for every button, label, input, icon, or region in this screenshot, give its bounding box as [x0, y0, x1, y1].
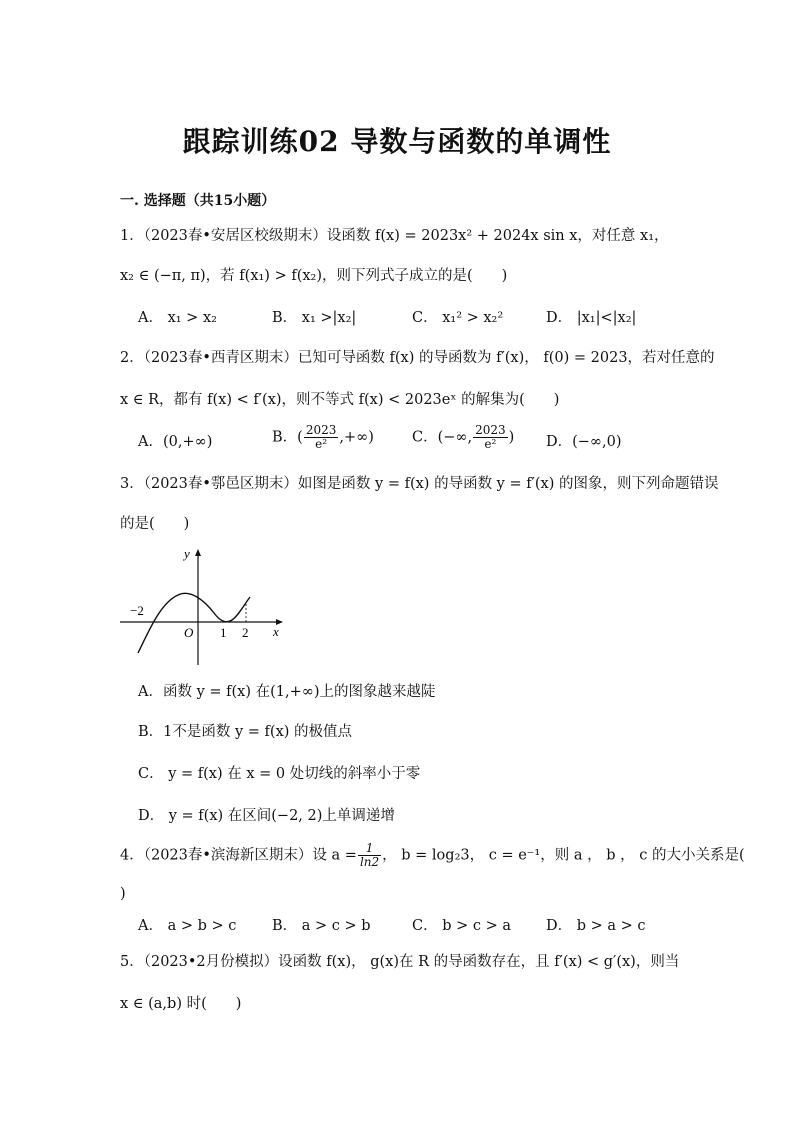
q4-fraction-denominator: ln2 — [359, 855, 380, 869]
tick-label-neg2: −2 — [130, 603, 144, 618]
q4-stem-line1 — [120, 842, 745, 869]
q2-stem-line2: x ∈ R，都有 f(x) < f′(x)，则不等式 f(x) < 2023eˣ 的解集为( ) — [120, 392, 560, 408]
q4-stem-line2: ) — [120, 886, 126, 902]
q2-option-c-suffix: ) — [508, 429, 515, 446]
tick-label-2: 2 — [242, 625, 249, 640]
q2-option-a: A．(0,+∞) — [138, 434, 213, 450]
page-title: 跟踪训练02 导数与函数的单调性 — [182, 125, 612, 158]
q2-stem-line1: 2．（2023春•西青区期末）已知可导函数 f(x) 的导函数为 f′(x)， f(0) = 2023，若对任意的 — [120, 350, 715, 366]
q2-option-b-suffix: ,+∞) — [339, 429, 374, 446]
q3-option-d: D． y = f(x) 在区间(−2, 2)上单调递增 — [138, 808, 395, 824]
q3-option-a: A．函数 y = f(x) 在(1,+∞)上的图象越来越陡 — [138, 684, 436, 700]
x-axis-label: x — [273, 624, 279, 639]
q1-option-b: B． x₁ >|x₂| — [272, 310, 357, 326]
q4-stem-prefix: 4．（2023春•滨海新区期末）设 a = — [120, 847, 357, 864]
q2-option-c-prefix: C．(−∞, — [412, 429, 473, 446]
q2-option-b — [272, 424, 374, 451]
derivative-curve — [138, 593, 250, 653]
q2-option-b-fraction — [304, 424, 339, 451]
tick-label-1: 1 — [220, 625, 227, 640]
q4-option-d: D． b > a > c — [546, 918, 646, 934]
q1-option-a: A． x₁ > x₂ — [138, 310, 217, 326]
q2-option-c-fraction — [473, 424, 508, 451]
q3-stem-line1: 3．（2023春•鄠邑区期末）如图是函数 y = f(x) 的导函数 y = f′(x) 的图象，则下列命题错误 — [120, 476, 719, 492]
q2-option-b-prefix: B．( — [272, 429, 303, 446]
q2-option-b-denominator: e² — [315, 437, 328, 451]
q1-option-c: C． x₁² > x₂² — [412, 310, 504, 326]
q3-stem-line2: 的是( ) — [120, 516, 190, 532]
q1-option-d: D． |x₁|<|x₂| — [546, 310, 637, 326]
q4-fraction — [358, 842, 381, 869]
q2-option-c-denominator: e² — [484, 437, 497, 451]
q2-option-d: D．(−∞,0) — [546, 434, 622, 450]
q5-stem-line2: x ∈ (a,b) 时( ) — [120, 996, 242, 1012]
origin-label: O — [184, 625, 194, 640]
derivative-graph — [118, 545, 288, 670]
q2-option-c — [412, 424, 514, 451]
q5-stem-line1: 5．（2023•2月份模拟）设函数 f(x)， g(x)在 R 的导函数存在，且 f′(x) < g′(x)，则当 — [120, 954, 680, 970]
q1-stem-line2: x₂ ∈ (−π, π)，若 f(x₁) > f(x₂)，则下列式子成立的是( ) — [120, 268, 508, 284]
q3-option-c: C． y = f(x) 在 x = 0 处切线的斜率小于零 — [138, 766, 421, 782]
q2-option-c-numerator: 2023 — [475, 423, 506, 437]
q4-option-b: B． a > c > b — [272, 918, 371, 934]
section-heading: 一. 选择题（共15小题） — [120, 193, 276, 209]
y-axis-arrow-icon — [195, 549, 201, 556]
q3-option-b: B．1不是函数 y = f(x) 的极值点 — [138, 724, 353, 740]
q2-option-b-numerator: 2023 — [305, 423, 337, 437]
q4-option-a: A． a > b > c — [138, 918, 237, 934]
q4-option-c: C． b > c > a — [412, 918, 511, 934]
q4-fraction-numerator: 1 — [358, 842, 381, 856]
y-axis-label: y — [184, 546, 190, 561]
q4-stem-suffix: ， b = log₂3， c = e⁻¹，则 a ， b ， c 的大小关系是( — [382, 847, 745, 864]
q1-stem-line1: 1．（2023春•安居区校级期末）设函数 f(x) = 2023x² + 2024x sin x，对任意 x₁， — [120, 228, 669, 244]
